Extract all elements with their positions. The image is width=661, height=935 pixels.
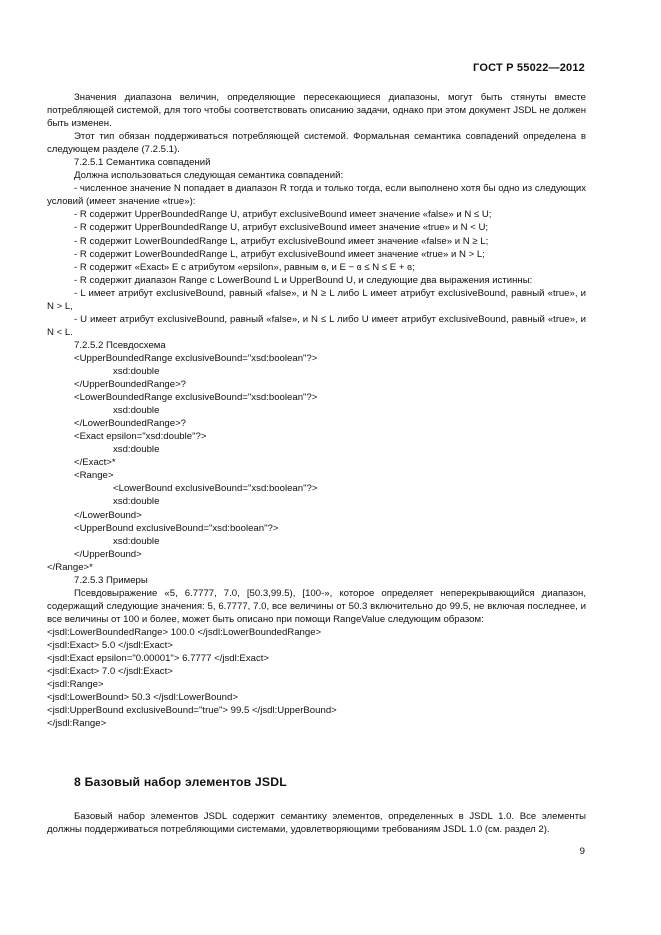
condition-item: - R содержит UpperBoundedRange U, атрибут exclusiveBound имеет значение «true» и N < U; xyxy=(74,222,489,234)
condition-item: - R содержит LowerBoundedRange L, атрибут exclusiveBound имеет значение «true» и N > L; xyxy=(74,248,485,260)
schema-line: </LowerBound> xyxy=(74,509,142,521)
section-intro: Должна использоваться следующая семантика совпадений: xyxy=(74,170,344,182)
condition-item: - R содержит «Exact» E с атрибутом «epsilon», равным ɞ, и E − ɞ ≤ N ≤ E + ɞ; xyxy=(74,261,415,273)
schema-line: <UpperBound exclusiveBound="xsd:boolean"?> xyxy=(74,522,279,534)
condition-intro: - численное значение N попадает в диапазон R тогда и только тогда, если выполнено хотя бы одно из следующих условий (имеет значение «true»): xyxy=(47,183,586,208)
schema-line: <Range> xyxy=(74,470,114,482)
condition-item: - R содержит UpperBoundedRange U, атрибут exclusiveBound имеет значение «false» и N ≤ U; xyxy=(74,209,492,221)
schema-line: <Exact epsilon="xsd:double"?> xyxy=(74,431,207,443)
section-heading-8: 8 Базовый набор элементов JSDL xyxy=(74,775,287,789)
sub-condition: - L имеет атрибут exclusiveBound, равный «false», и N ≥ L либо L имеет атрибут exclusiveBound, равный «true», и N > L, xyxy=(47,287,586,312)
schema-line: <LowerBoundedRange exclusiveBound="xsd:boolean"?> xyxy=(74,392,318,404)
code-line: <jsdl:Range> xyxy=(47,679,104,691)
schema-line: xsd:double xyxy=(113,496,160,508)
paragraph: Базовый набор элементов JSDL содержит семантику элементов, определенных в JSDL 1.0. Все элементы должны поддерживаться потребляющими системами, удовлетворяющими требованиям JSDL 1.0 (см. раздел 2). xyxy=(47,810,586,835)
schema-line: <UpperBoundedRange exclusiveBound="xsd:boolean"?> xyxy=(74,352,318,364)
section-title-7251: 7.2.5.1 Семантика совпадений xyxy=(74,157,211,169)
code-line: <jsdl:Exact epsilon="0.00001"> 6.7777 </jsdl:Exact> xyxy=(47,653,270,665)
code-line: <jsdl:LowerBound> 50.3 </jsdl:LowerBound> xyxy=(47,692,238,704)
paragraph: Значения диапазона величин, определяющие пересекающиеся диапазоны, могут быть стянуты вместе потребляющей системой, для того чтобы соответствовать описанию задачи, однако при этом документ JSDL не должен быть изменен. xyxy=(47,92,586,130)
schema-line: xsd:double xyxy=(113,444,160,456)
page-number: 9 xyxy=(579,846,585,857)
paragraph: Этот тип обязан поддерживаться потребляющей системой. Формальная семантика совпадений определена в следующем разделе (7.2.5.1). xyxy=(47,131,586,156)
section-title-7252: 7.2.5.2 Псевдосхема xyxy=(74,339,166,351)
pseudo-schema xyxy=(47,352,586,574)
code-line: <jsdl:LowerBoundedRange> 100.0 </jsdl:LowerBoundedRange> xyxy=(47,626,322,638)
code-line: <jsdl:Exact> 5.0 </jsdl:Exact> xyxy=(47,639,173,651)
section-title-7253: 7.2.5.3 Примеры xyxy=(74,574,148,586)
code-line: <jsdl:Exact> 7.0 </jsdl:Exact> xyxy=(47,666,173,678)
schema-line: </UpperBoundedRange>? xyxy=(74,379,187,391)
condition-item: - R содержит LowerBoundedRange L, атрибут exclusiveBound имеет значение «false» и N ≥ L; xyxy=(74,235,489,247)
schema-line: </UpperBound> xyxy=(74,548,142,560)
schema-line: </Exact>* xyxy=(74,457,116,469)
schema-line: <LowerBound exclusiveBound="xsd:boolean"?> xyxy=(113,483,318,495)
code-line: <jsdl:UpperBound exclusiveBound="true"> 99.5 </jsdl:UpperBound> xyxy=(47,705,337,717)
condition-item: - R содержит диапазон Range с LowerBound L и UpperBound U, и следующие два выражения истинны: xyxy=(74,274,533,286)
sub-condition: - U имеет атрибут exclusiveBound, равный «false», и N ≤ L либо U имеет атрибут exclusiveBound, равный «true», и N < L. xyxy=(47,313,586,338)
schema-line: </LowerBoundedRange>? xyxy=(74,418,187,430)
schema-line: xsd:double xyxy=(113,405,160,417)
schema-line: </Range>* xyxy=(47,561,93,573)
standard-number: ГОСТ Р 55022—2012 xyxy=(473,62,585,74)
schema-line: xsd:double xyxy=(113,535,160,547)
example-code xyxy=(47,626,586,730)
document-body xyxy=(47,91,586,730)
section-8-body xyxy=(47,800,586,845)
code-line: </jsdl:Range> xyxy=(47,718,107,730)
schema-line: xsd:double xyxy=(113,365,160,377)
example-text: Псевдовыражение «5, 6.7777, 7.0, [50.3,99.5), [100-», которое определяет неперекрывающийся диапазон, содержащий следующие значения: 5, 6.7777, 7.0, все величины от 50.3 включительно до 99.5, не включая последнее, и все величины от 100 и более, может быть описано при помощи RangeValue следующим образом: xyxy=(47,587,586,625)
